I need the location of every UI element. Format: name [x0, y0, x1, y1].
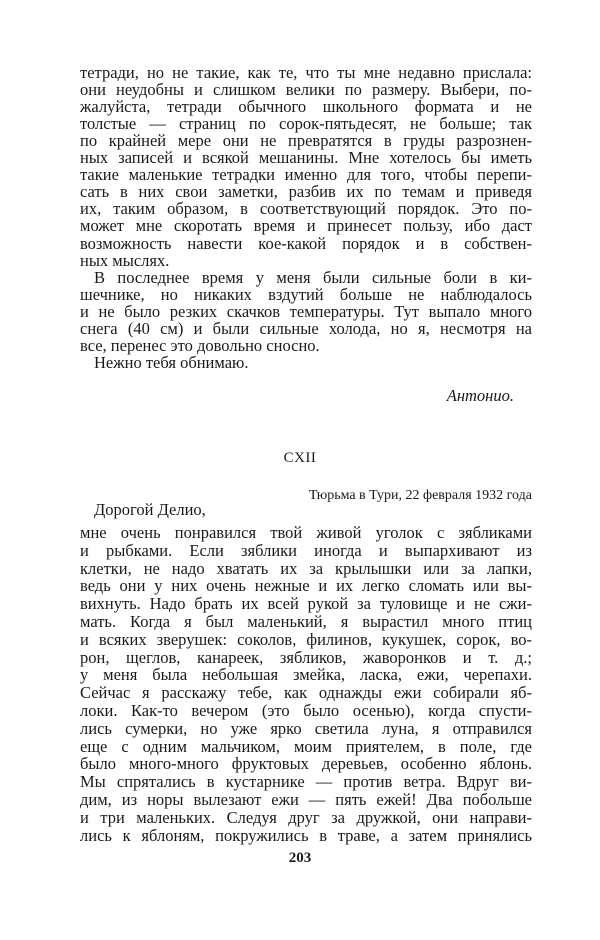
text-line-content: по крайней мере они не превратятся в груды разрознен- [80, 131, 532, 151]
text-line-content: жалуйста, тетради обычного школьного формата и не [80, 97, 532, 117]
text-line-content: Мы спрятались в кустарнике — против ветра. Вдруг ви- [80, 772, 532, 792]
text-line-content: снега (40 см) и были сильные холода, но я, несмотря на [80, 318, 532, 338]
text-line-content: сать в них свои заметки, разбив их по темам и приведя [80, 182, 532, 202]
text-line-content: ных записей и всякой мешанины. Мне хотелось бы иметь [80, 148, 532, 168]
letter-dateline: Тюрьма в Тури, 22 февраля 1932 года [308, 488, 532, 503]
page-number: 203 [288, 850, 312, 866]
text-line-content: лись сумерки, но уже ярко светила луна, я отправился [80, 718, 532, 738]
text-line-content: и рыбками. Если зяблики иногда и выпархивают из [80, 540, 532, 560]
text-line-content: тетради, но не такие, как те, что ты мне недавно прислала: [80, 63, 532, 82]
text-line-content: Сейчас я расскажу тебе, как однажды ежи собирали яб- [80, 683, 532, 703]
text-line-content: Нежно тебя обнимаю. [94, 352, 249, 372]
text-line-content: мне очень понравился твой живой уголок с зябликами [80, 523, 532, 542]
text-line-content: толстые — страниц по сорок-пятьдесят, не больше; так [80, 114, 532, 134]
salutation-text: Дорогой Делио, [94, 500, 206, 519]
text-line-content: они неудобны и слишком велики по размеру. Выбери, по- [80, 80, 532, 100]
text-line-content: их, таким образом, в соответствующий порядок. Это по- [80, 199, 532, 219]
text-line-content: рон, щеглов, канареек, зябликов, жаворонков и т. д.; [80, 647, 532, 667]
text-line-content: мать. Когда я был маленький, я вырастил много птиц [80, 612, 532, 631]
text-line-content: лись к яблоням, покружились в траве, а затем принялись [80, 825, 532, 845]
text-line-content: дим, из норы вылезают ежи — пять ежей! Два побольше [80, 790, 532, 809]
text-line-content: у меня была небольшая змейка, ласка, ежи, черепахи. [80, 665, 532, 685]
text-line-content: клетки, не надо хватать их за крылышки или за лапки, [80, 558, 532, 578]
text-line-content: возможность навести кое-какой порядок и в собствен- [80, 233, 532, 253]
text-line-content: такие маленькие тетрадки именно для того, чтобы перепи- [80, 165, 532, 185]
text-line-content: может мне скоротать время и принесет пользу, ибо даст [80, 216, 532, 236]
letter-number-heading: CXII [283, 450, 317, 466]
text-line-content: еще с одним мальчиком, моим приятелем, в поле, где [80, 736, 532, 756]
text-line-content: В последнее время у меня были сильные боли в ки- [94, 267, 532, 287]
text-line-content: вихнуть. Надо брать их всей рукой за туловище и не сжи- [80, 594, 532, 614]
text-line-content: все, перенес это довольно сносно. [80, 335, 320, 355]
text-line-content: было много-много фруктовых деревьев, особенно яблонь. [80, 754, 532, 774]
text-line-content: локи. Как-то вечером (это было осенью), когда спусти- [80, 701, 532, 720]
text-line-content: и всяких зверушек: соколов, филинов, кукушек, сорок, во- [80, 629, 532, 649]
text-line-content: шечнике, но никаких вздутий больше не наблюдалось [80, 284, 532, 304]
text-line-content: ных мыслях. [80, 250, 170, 270]
text-line-content: и три маленьких. Следуя друг за дружкой, они направи- [80, 807, 532, 827]
text-line-content: ведь они у них очень нежные и их легко сломать или вы- [80, 576, 532, 596]
signature: Антонио. [446, 386, 514, 405]
text-line-content: и не было резких скачков температуры. Тут выпало много [80, 301, 532, 321]
